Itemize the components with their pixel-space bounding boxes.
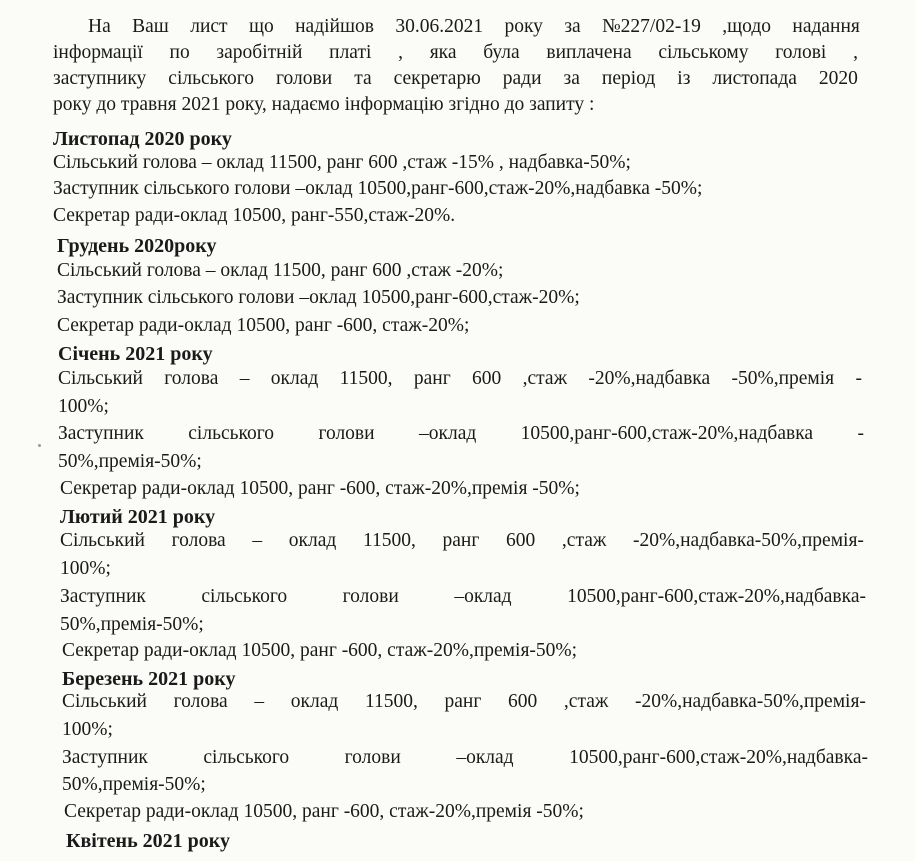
month-heading: Грудень 2020року (57, 235, 217, 257)
salary-line: Сільський голова – оклад 11500, ранг 600 ,стаж -20%,надбавка-50%,премія- (62, 691, 866, 712)
salary-line: Заступник сільського голови –оклад 10500,ранг-600,стаж-20%,надбавка - (58, 423, 864, 444)
salary-line: 50%,премія-50%; (58, 451, 202, 472)
salary-line: Сільський голова – оклад 11500, ранг 600 ,стаж -20%,надбавка-50%,премія- (60, 530, 864, 551)
salary-line: Заступник сільського голови –оклад 10500,ранг-600,стаж-20%,надбавка- (62, 747, 868, 768)
salary-line: 50%,премія-50%; (62, 774, 206, 795)
intro-line: року до травня 2021 року, надаємо інформацію згідно до запиту : (53, 94, 595, 115)
intro-line: інформації по заробітній платі , яка була виплачена сільському голові , (53, 42, 858, 63)
salary-line: Секретар ради-оклад 10500, ранг -600, стаж-20%,премія -50%; (64, 801, 584, 822)
intro-line: заступнику сільського голови та секретарю ради за період із листопада 2020 (53, 68, 858, 89)
month-heading: Березень 2021 року (62, 668, 236, 690)
month-heading: Квітень 2021 року (66, 830, 231, 852)
intro-line: На Ваш лист що надійшов 30.06.2021 року за №227/02-19 ,щодо надання (88, 16, 860, 37)
salary-line: Сільський голова – оклад 11500, ранг 600 ,стаж -20%,надбавка -50%,премія - (58, 368, 862, 389)
month-heading: Листопад 2020 року (53, 128, 232, 150)
month-heading: Січень 2021 року (58, 343, 213, 365)
salary-line: 100%; (60, 558, 111, 579)
salary-line: Заступник сільського голови –оклад 10500,ранг-600,стаж-20%,надбавка- (60, 586, 866, 607)
salary-line: Секретар ради-оклад 10500, ранг-550,стаж-20%. (53, 205, 456, 226)
salary-line: 100%; (58, 396, 109, 417)
salary-line: Секретар ради-оклад 10500, ранг -600, стаж-20%,премія-50%; (62, 640, 578, 661)
scan-speck (38, 444, 41, 447)
month-heading: Лютий 2021 року (60, 506, 216, 528)
salary-line: Заступник сільського голови –оклад 10500,ранг-600,стаж-20%,надбавка -50%; (53, 178, 703, 199)
salary-line: Секретар ради-оклад 10500, ранг -600, стаж-20%; (57, 315, 470, 336)
salary-line: Сільський голова – оклад 11500, ранг 600 ,стаж -15% , надбавка-50%; (53, 152, 631, 173)
salary-line: Заступник сільського голови –оклад 10500,ранг-600,стаж-20%; (57, 287, 580, 308)
salary-line: 100%; (62, 719, 113, 740)
salary-line: 50%,премія-50%; (60, 614, 204, 635)
salary-line: Сільський голова – оклад 11500, ранг 600 ,стаж -20%; (57, 260, 504, 281)
salary-line: Секретар ради-оклад 10500, ранг -600, стаж-20%,премія -50%; (60, 478, 580, 499)
